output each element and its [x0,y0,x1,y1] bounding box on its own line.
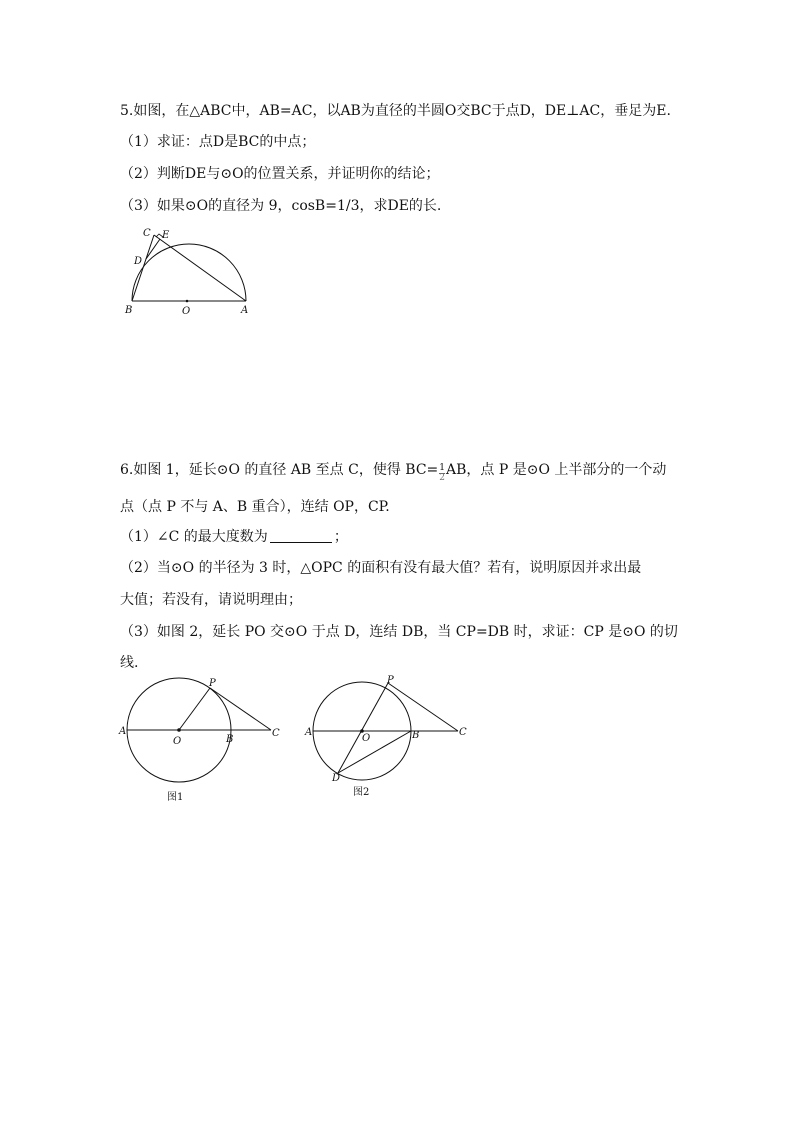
fraction-denominator: 2 [439,473,446,483]
problem6-q2-line1: （2）当⊙O 的半径为 3 时，△OPC 的面积有没有最大值？若有，说明原因并求出最 [120,560,642,576]
answer-blank [270,528,332,543]
problem5-q3: （3）如果⊙O的直径为 9，cosB=1/3，求DE的长. [120,198,442,214]
label-A: A [305,727,313,738]
label-B: B [412,730,420,741]
label-O: O [173,736,182,747]
problem6-q3-line2: 线. [120,655,139,671]
problem6-figure2 [304,674,474,804]
segment-PD [338,683,388,773]
figure2-caption: 图2 [353,787,370,798]
problem6-stem-line2: 点（点 P 不与 A、B 重合），连结 OP，CP. [120,499,390,515]
label-D: D [332,773,341,784]
label-E: E [162,230,170,241]
problem5-q2: （2）判断DE与⊙O的位置关系，并证明你的结论； [120,166,440,182]
semicircle-arc [132,244,246,301]
problem5-stem: 5.如图，在△ABC中，AB=AC，以AB为直径的半圆O交BC于点D，DE⊥AC，垂足为E. [120,103,671,119]
label-A: A [241,305,249,316]
label-C: C [143,228,151,239]
label-P: P [387,675,394,686]
segment-DB [338,731,411,773]
problem5-figure [120,225,260,320]
problem6-stem-part1: 6.如图 1，延长⊙O 的直径 AB 至点 C，使得 BC= [120,462,439,478]
segment-OP [179,688,210,730]
label-O: O [182,306,191,317]
segment-BC [132,235,154,301]
label-A: A [119,726,127,737]
label-C: C [459,727,467,738]
segment-DE [146,239,160,259]
center-O-dot [177,728,181,732]
problem6-q2-line2: 大值；若没有，请说明理由； [120,592,302,608]
problem6-stem-line1 [120,460,666,483]
problem6-q1-end: ； [333,529,348,545]
problem6-figure1 [115,676,295,806]
problem6-q3-line1: （3）如图 2，延长 PO 交⊙O 于点 D，连结 DB，当 CP=DB 时，求证：CP 是⊙O 的切 [120,624,678,640]
label-B: B [226,734,234,745]
segment-PC [210,688,271,730]
problem5-q1: （1）求证：点D是BC的中点； [120,134,316,150]
label-D: D [134,256,143,267]
problem6-stem-part2: AB，点 P 是⊙O 上半部分的一个动 [446,462,667,478]
figure1-caption: 图1 [167,792,184,803]
fraction-numerator: 1 [439,463,446,473]
center-O-dot [186,300,189,303]
segment-PC [388,683,458,731]
problem6-q1 [120,527,348,547]
fraction-one-half [439,464,445,483]
label-O: O [362,733,371,744]
label-P: P [209,678,216,689]
label-C: C [272,728,280,739]
problem6-q1-text: （1）∠C 的最大度数为 [120,529,268,545]
label-B: B [125,305,133,316]
